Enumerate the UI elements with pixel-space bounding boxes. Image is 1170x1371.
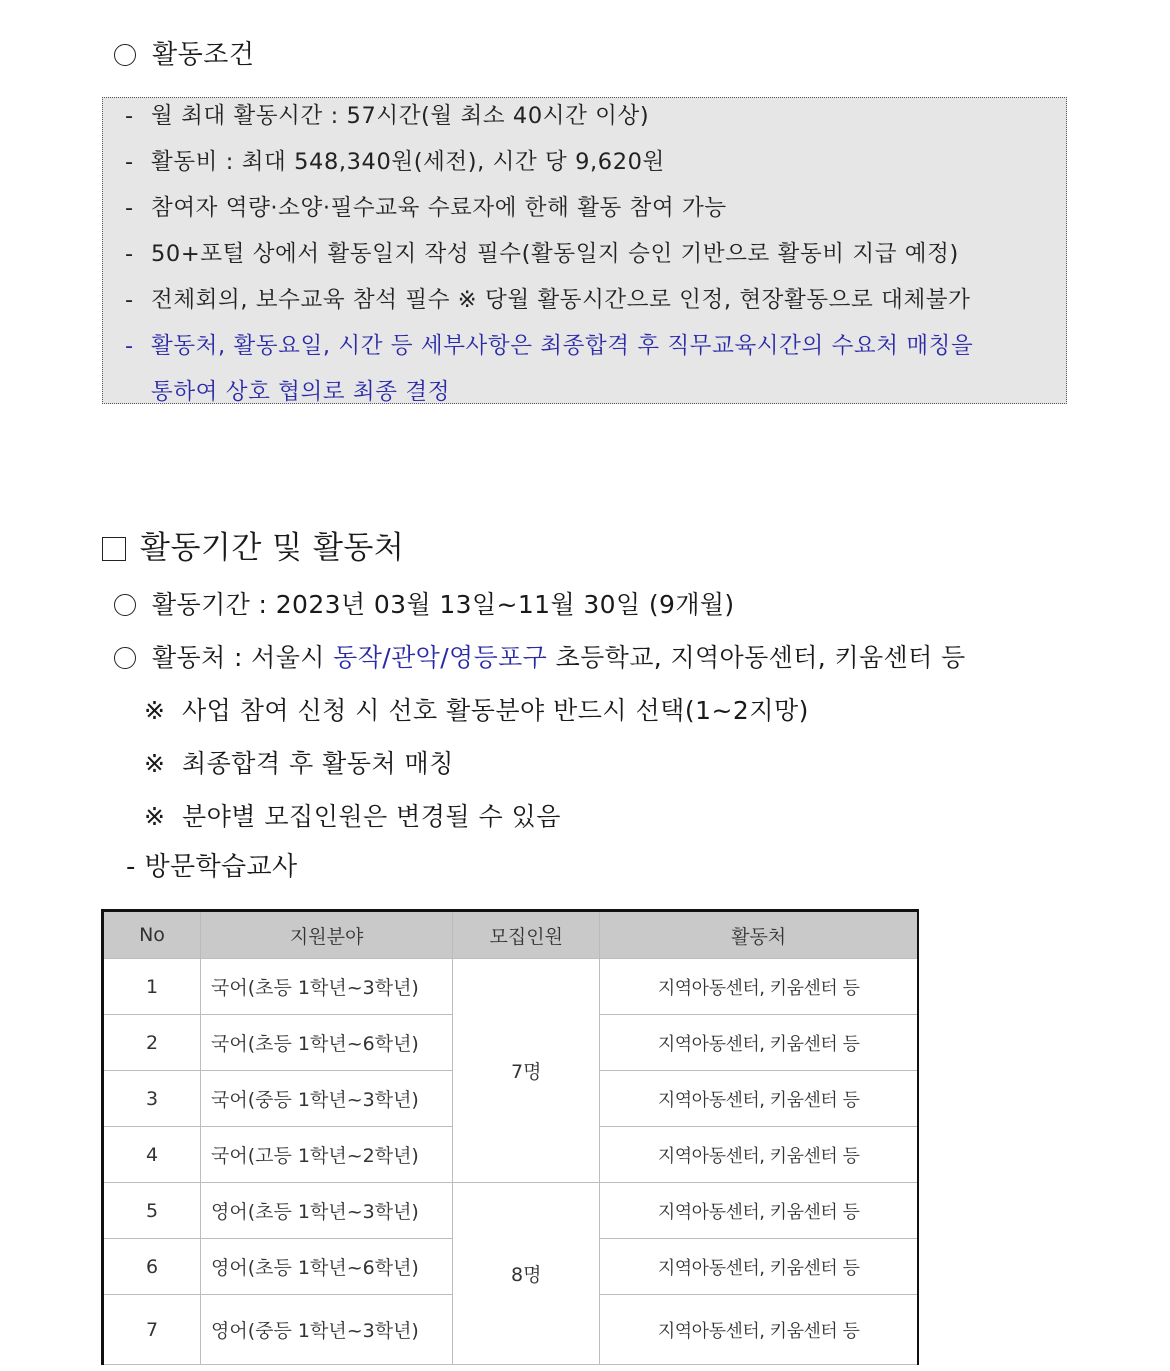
recruitment-table bbox=[101, 909, 919, 1365]
circle-bullet-icon bbox=[114, 594, 136, 616]
header-field: 지원분야 bbox=[201, 911, 453, 959]
condition-line: - 50+포털 상에서 활동일지 작성 필수(활동일지 승인 기반으로 활동비 지급 예정) bbox=[125, 241, 959, 267]
place-districts: 동작/관악/영등포구 bbox=[333, 643, 548, 672]
table-header-row bbox=[103, 911, 919, 959]
header-place: 활동처 bbox=[600, 911, 918, 959]
condition-line: - 전체회의, 보수교육 참석 필수 ※ 당월 활동시간으로 인정, 현장활동으로 대체불가 bbox=[125, 287, 971, 313]
reference-mark-icon: ※ bbox=[144, 696, 166, 725]
table-row: 4 국어(고등 1학년~2학년) 지역아동센터, 키움센터 등 bbox=[103, 1127, 919, 1183]
activity-place: 활동처 : 서울시 동작/관악/영등포구 초등학교, 지역아동센터, 키움센터 등 bbox=[114, 638, 966, 674]
conditions-box bbox=[102, 97, 1067, 404]
note-item: ※ 사업 참여 신청 시 선호 활동분야 반드시 선택(1~2지망) bbox=[144, 696, 809, 725]
conditions-heading bbox=[114, 34, 254, 71]
section-title: 활동기간 및 활동처 bbox=[102, 522, 404, 567]
reference-mark-icon: ※ bbox=[144, 802, 166, 831]
condition-line: - 월 최대 활동시간 : 57시간(월 최소 40시간 이상) bbox=[125, 103, 650, 129]
subcategory-label: - 방문학습교사 bbox=[126, 852, 298, 882]
reference-mark-icon: ※ bbox=[144, 749, 166, 778]
square-bullet-icon bbox=[102, 537, 126, 561]
group-count: 7명 bbox=[453, 959, 600, 1183]
condition-line-highlight: - 활동처, 활동요일, 시간 등 세부사항은 최종합격 후 직무교육시간의 수요처 매칭을 bbox=[125, 333, 974, 359]
table-row: 6 영어(초등 1학년~6학년) 지역아동센터, 키움센터 등 bbox=[103, 1239, 919, 1295]
group-count: 8명 bbox=[453, 1183, 600, 1365]
table-row: 2 국어(초등 1학년~6학년) 지역아동센터, 키움센터 등 bbox=[103, 1015, 919, 1071]
condition-line-continuation: 통하여 상호 협의로 최종 결정 bbox=[151, 379, 451, 405]
condition-line: - 참여자 역량·소양·필수교육 수료자에 한해 활동 참여 가능 bbox=[125, 195, 727, 221]
table-row: 1 국어(초등 1학년~3학년) 7명 지역아동센터, 키움센터 등 bbox=[103, 959, 919, 1015]
table-row: 5 영어(초등 1학년~3학년) 8명 지역아동센터, 키움센터 등 bbox=[103, 1183, 919, 1239]
circle-bullet-icon bbox=[114, 44, 136, 66]
table-row: 7 영어(중등 1학년~3학년) 지역아동센터, 키움센터 등 bbox=[103, 1295, 919, 1365]
condition-line: - 활동비 : 최대 548,340원(세전), 시간 당 9,620원 bbox=[125, 149, 665, 175]
conditions-heading-text: 활동조건 bbox=[152, 40, 255, 70]
header-no: No bbox=[103, 911, 201, 959]
table-row: 3 국어(중등 1학년~3학년) 지역아동센터, 키움센터 등 bbox=[103, 1071, 919, 1127]
activity-period: 활동기간 : 2023년 03월 13일~11월 30일 (9개월) bbox=[114, 585, 735, 621]
note-item: ※ 최종합격 후 활동처 매칭 bbox=[144, 749, 454, 778]
circle-bullet-icon bbox=[114, 647, 136, 669]
note-item: ※ 분야별 모집인원은 변경될 수 있음 bbox=[144, 802, 561, 831]
header-count: 모집인원 bbox=[453, 911, 600, 959]
